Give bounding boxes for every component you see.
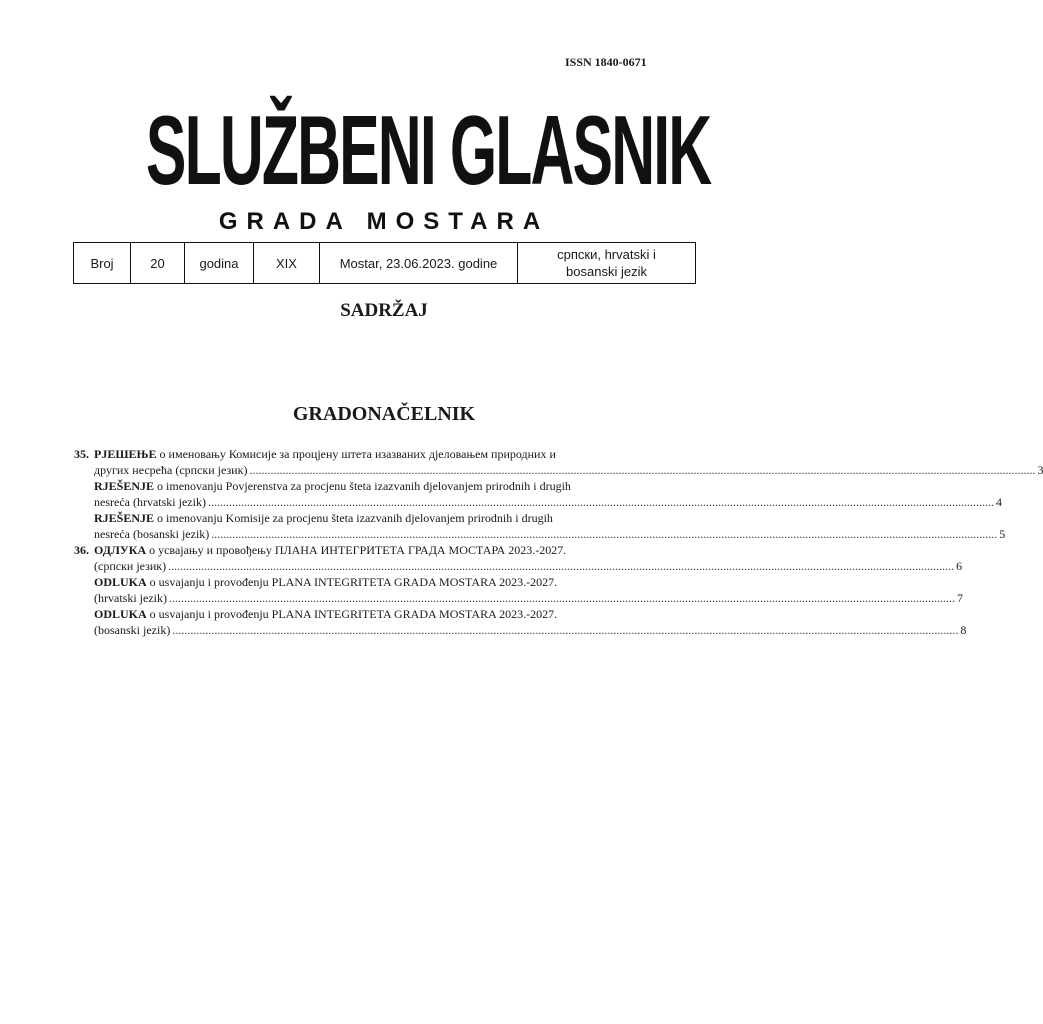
toc-entry-keyword: ODLUKA	[94, 607, 147, 621]
godina-value: XIX	[254, 243, 320, 284]
masthead-subtitle: GRADA MOSTARA	[218, 208, 550, 235]
section-heading: GRADONAČELNIK	[292, 403, 476, 425]
toc-entry[interactable]	[74, 446, 1043, 478]
toc-entry-keyword: ОДЛУКА	[94, 543, 147, 557]
toc-entry-keyword: RJEŠENJE	[94, 479, 155, 493]
toc-entry[interactable]	[74, 542, 963, 574]
toc-entry-title: о усвајању и провођењу ПЛАНА ИНТЕГРИТЕТА ГРАДА МОСТАРА 2023.-2027.	[146, 543, 567, 557]
toc-entry-number	[74, 478, 94, 510]
toc-entry-title-continued: nesreća (hrvatski jezik)	[94, 495, 206, 509]
issn-number: ISSN 1840-0671	[565, 55, 647, 69]
dot-leader	[168, 558, 954, 574]
toc-entry-page: 6	[956, 559, 963, 573]
toc-entry-keyword: RJEŠENJE	[94, 511, 155, 525]
masthead-title: SLUŽBENI GLASNIK	[145, 95, 711, 205]
toc-entry-number	[74, 606, 94, 638]
toc-entry-title: o imenovanju Komisije za procjenu šteta izazvanih djelovanjem prirodnih i drugih	[154, 511, 553, 525]
toc-entry-title-continued: (српски језик)	[94, 559, 167, 573]
toc-entry-title-continued: (bosanski jezik)	[94, 623, 171, 637]
table-of-contents	[74, 446, 1043, 638]
issue-info-table	[73, 242, 696, 284]
toc-entry-number	[74, 510, 94, 542]
toc-entry-title: o usvajanju i provođenju PLANA INTEGRITETA GRADA MOSTARA 2023.-2027.	[146, 575, 558, 589]
toc-entry-number: 36.	[74, 543, 89, 557]
toc-entry[interactable]	[74, 478, 1002, 510]
issue-info-row	[74, 243, 696, 284]
issue-date: Mostar, 23.06.2023. godine	[320, 243, 518, 284]
dot-leader	[249, 462, 1035, 478]
toc-entry-title: o imenovanju Povjerenstva za procjenu šteta izazvanih djelovanjem prirodnih i drugih	[154, 479, 571, 493]
toc-entry-number: 35.	[74, 447, 89, 461]
toc-entry-page: 4	[995, 495, 1002, 509]
toc-entry[interactable]	[74, 606, 967, 638]
toc-entry-title: o usvajanju i provođenju PLANA INTEGRITETA GRADA MOSTARA 2023.-2027.	[146, 607, 558, 621]
broj-value: 20	[131, 243, 185, 284]
toc-entry-title-continued: (hrvatski jezik)	[94, 591, 167, 605]
toc-entry-page: 3	[1037, 463, 1043, 477]
toc-entry[interactable]	[74, 574, 963, 606]
toc-entry-keyword: ODLUKA	[94, 575, 147, 589]
dot-leader	[169, 590, 955, 606]
godina-label: godina	[185, 243, 254, 284]
dot-leader	[211, 526, 997, 542]
toc-entry-title-continued: других несрећа (српски језик)	[94, 463, 248, 477]
dot-leader	[172, 622, 958, 638]
toc-entry-page: 5	[999, 527, 1006, 541]
toc-entry-keyword: РЈЕШЕЊЕ	[94, 447, 157, 461]
issue-languages: српски, hrvatski i bosanski jezik	[518, 243, 696, 284]
toc-entry-number	[74, 574, 94, 606]
toc-entry-title: о именовању Комисије за процјену штета изазваних дјеловањем природних и	[156, 447, 556, 461]
toc-entry[interactable]	[74, 510, 1006, 542]
dot-leader	[208, 494, 994, 510]
toc-entry-page: 7	[956, 591, 963, 605]
broj-label: Broj	[74, 243, 131, 284]
contents-heading: SADRŽAJ	[340, 300, 428, 321]
toc-entry-page: 8	[960, 623, 967, 637]
toc-entry-title-continued: nesreća (bosanski jezik)	[94, 527, 210, 541]
